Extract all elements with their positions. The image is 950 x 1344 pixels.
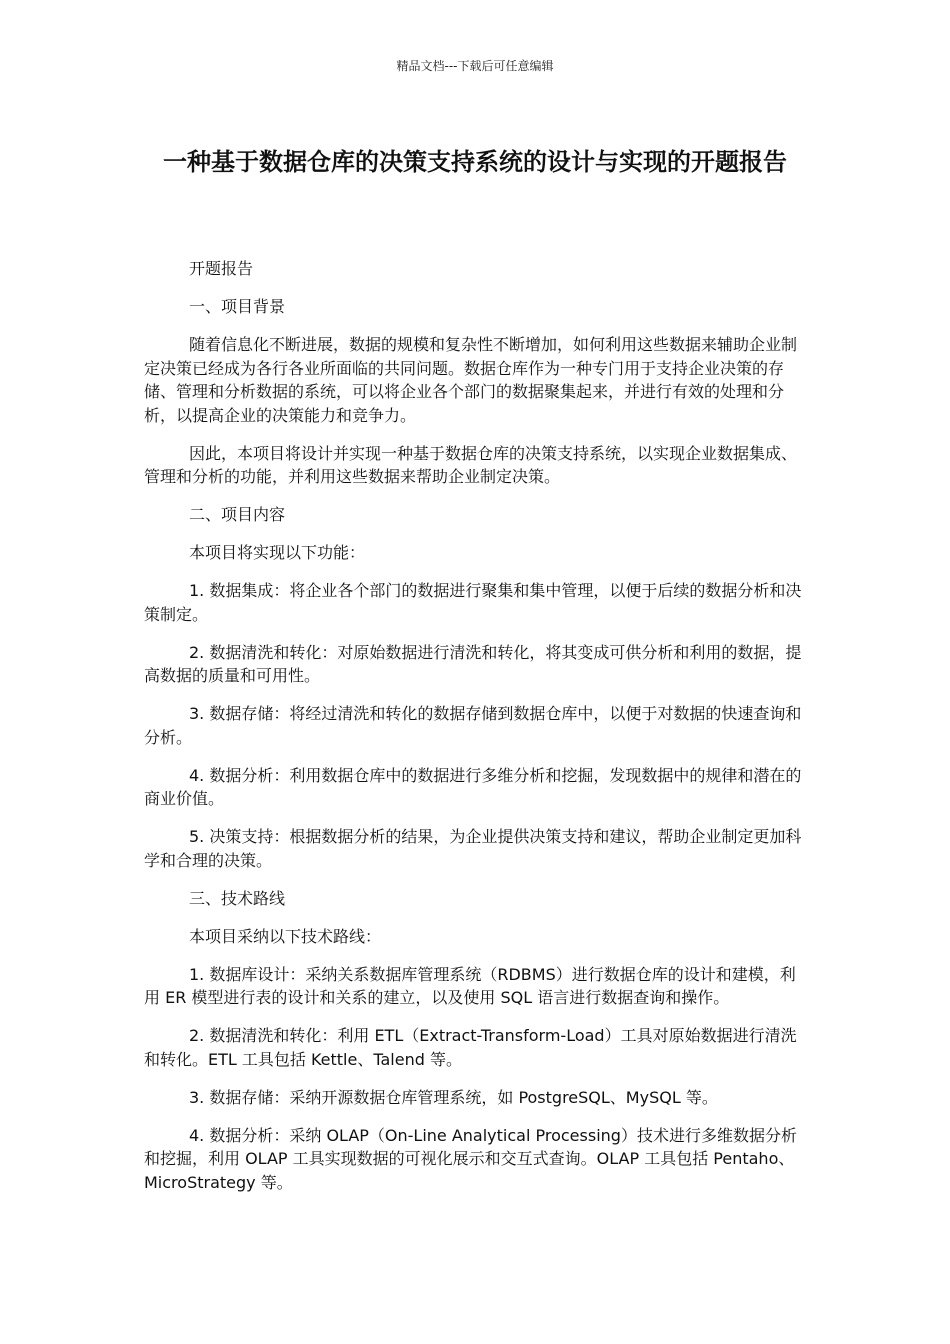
list-item: 3. 数据存储：采纳开源数据仓库管理系统，如 PostgreSQL、MySQL 等。 <box>189 1087 718 1107</box>
document-body <box>144 257 808 1209</box>
paragraph-purpose: 因此，本项目将设计并实现一种基于数据仓库的决策支持系统，以实现企业数据集成、管理和分析的功能，并利用这些数据来帮助企业制定决策。 <box>144 443 798 486</box>
heading-background: 一、项目背景 <box>189 297 286 316</box>
heading-content: 二、项目内容 <box>189 505 286 524</box>
heading-report: 开题报告 <box>189 259 254 278</box>
list-item: 2. 数据清洗和转化：利用 ETL（Extract-Transform-Load）工具对原始数据进行清洗和转化。ETL 工具包括 Kettle、Talend 等。 <box>144 1026 797 1069</box>
list-item: 4. 数据分析：利用数据仓库中的数据进行多维分析和挖掘，发现数据中的规律和潜在的商业价值。 <box>144 765 802 808</box>
paragraph-tech-intro: 本项目采纳以下技术路线： <box>189 926 382 946</box>
list-item: 3. 数据存储：将经过清洗和转化的数据存储到数据仓库中，以便于对数据的快速查询和分析。 <box>144 704 802 747</box>
header-note: 精品文档---下载后可任意编辑 <box>396 59 554 73</box>
paragraph-content-intro: 本项目将实现以下功能： <box>189 543 366 562</box>
list-item: 1. 数据集成：将企业各个部门的数据进行聚集和集中管理，以便于后续的数据分析和决策制定。 <box>144 581 802 624</box>
list-item: 5. 决策支持：根据数据分析的结果，为企业提供决策支持和建议，帮助企业制定更加科学和合理的决策。 <box>144 827 802 870</box>
list-item: 1. 数据库设计：采纳关系数据库管理系统（RDBMS）进行数据仓库的设计和建模，利用 ER 模型进行表的设计和关系的建立，以及使用 SQL 语言进行数据查询和操作。 <box>144 964 796 1007</box>
list-item: 2. 数据清洗和转化：对原始数据进行清洗和转化，将其变成可供分析和利用的数据，提高数据的质量和可用性。 <box>144 642 802 685</box>
heading-tech-route: 三、技术路线 <box>189 888 286 908</box>
paragraph-background: 随着信息化不断进展，数据的规模和复杂性不断增加，如何利用这些数据来辅助企业制定决策已经成为各行各业所面临的共同问题。数据仓库作为一种专门用于支持企业决策的存储、管理和分析数据的系统，可以将企业各个部门的数据聚集起来，并进行有效的处理和分析，以提高企业的决策能力和竞争力。 <box>144 335 798 425</box>
document-title: 一种基于数据仓库的决策支持系统的设计与实现的开题报告 <box>163 148 787 176</box>
list-item: 4. 数据分析：采纳 OLAP（On-Line Analytical Processing）技术进行多维数据分析和挖掘，利用 OLAP 工具实现数据的可视化展示和交互式查询。OLAP 工具包括 Pentaho、MicroStrategy 等。 <box>144 1125 797 1192</box>
